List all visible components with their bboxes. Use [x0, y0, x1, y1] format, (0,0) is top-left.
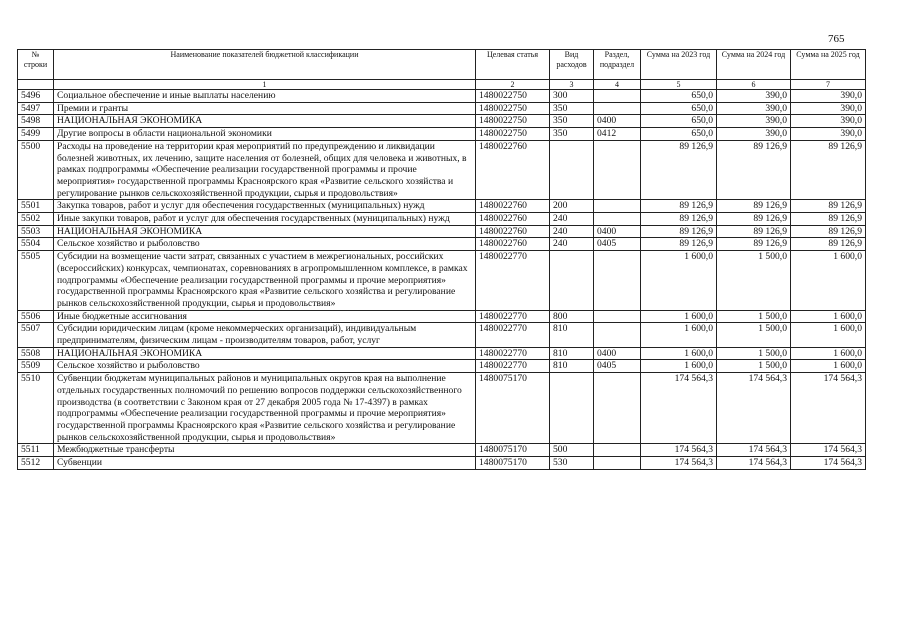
column-index-row: [18, 80, 866, 90]
column-index: 3: [550, 80, 594, 90]
row-expense-type: 240: [550, 238, 594, 251]
row-number: 5496: [18, 90, 54, 103]
row-sum-2025: 89 126,9: [791, 213, 866, 226]
row-target-article: 1480022770: [476, 360, 550, 373]
header-section: Раздел, подраздел: [594, 50, 641, 80]
row-sum-2024: 1 500,0: [717, 347, 791, 360]
row-number: 5506: [18, 310, 54, 323]
row-sum-2023: 89 126,9: [641, 225, 717, 238]
table-row: [18, 90, 866, 103]
row-section: 0405: [594, 238, 641, 251]
page-number: 765: [828, 33, 845, 45]
row-section: 0400: [594, 115, 641, 128]
row-sum-2023: 1 600,0: [641, 251, 717, 311]
column-index: 6: [717, 80, 791, 90]
header-name: Наименование показателей бюджетной классификации: [54, 50, 476, 80]
row-sum-2025: 89 126,9: [791, 225, 866, 238]
column-index: 5: [641, 80, 717, 90]
table-row: [18, 128, 866, 141]
row-target-article: 1480075170: [476, 444, 550, 457]
table-row: [18, 444, 866, 457]
row-expense-type: 240: [550, 225, 594, 238]
row-section: [594, 140, 641, 200]
table-row: [18, 238, 866, 251]
row-number: 5497: [18, 102, 54, 115]
table-row: [18, 360, 866, 373]
row-number: 5509: [18, 360, 54, 373]
row-expense-type: 350: [550, 115, 594, 128]
row-sum-2024: 390,0: [717, 90, 791, 103]
budget-table: [17, 49, 866, 470]
row-target-article: 1480022770: [476, 347, 550, 360]
row-sum-2025: 390,0: [791, 115, 866, 128]
row-number: 5512: [18, 457, 54, 470]
row-target-article: 1480022760: [476, 200, 550, 213]
row-sum-2023: 174 564,3: [641, 444, 717, 457]
row-sum-2025: 1 600,0: [791, 310, 866, 323]
row-name: Закупка товаров, работ и услуг для обеспечения государственных (муниципальных) нужд: [54, 200, 476, 213]
row-sum-2025: 390,0: [791, 128, 866, 141]
row-sum-2025: 1 600,0: [791, 360, 866, 373]
table-row: [18, 347, 866, 360]
row-name: Другие вопросы в области национальной экономики: [54, 128, 476, 141]
row-sum-2023: 650,0: [641, 102, 717, 115]
row-target-article: 1480022750: [476, 102, 550, 115]
row-sum-2023: 1 600,0: [641, 323, 717, 347]
row-sum-2023: 89 126,9: [641, 200, 717, 213]
row-target-article: 1480075170: [476, 373, 550, 444]
row-target-article: 1480022760: [476, 225, 550, 238]
row-expense-type: 240: [550, 213, 594, 226]
row-name: Социальное обеспечение и иные выплаты населению: [54, 90, 476, 103]
row-expense-type: 810: [550, 360, 594, 373]
row-section: [594, 90, 641, 103]
row-section: 0400: [594, 347, 641, 360]
row-sum-2024: 1 500,0: [717, 323, 791, 347]
row-sum-2024: 89 126,9: [717, 238, 791, 251]
header-target-article: Целевая статья: [476, 50, 550, 80]
row-sum-2024: 174 564,3: [717, 444, 791, 457]
row-sum-2024: 89 126,9: [717, 213, 791, 226]
row-sum-2023: 89 126,9: [641, 238, 717, 251]
row-sum-2024: 174 564,3: [717, 457, 791, 470]
table-row: [18, 102, 866, 115]
row-expense-type: 810: [550, 347, 594, 360]
row-section: [594, 323, 641, 347]
row-sum-2024: 1 500,0: [717, 360, 791, 373]
row-sum-2023: 89 126,9: [641, 213, 717, 226]
row-sum-2025: 174 564,3: [791, 373, 866, 444]
row-number: 5499: [18, 128, 54, 141]
row-expense-type: [550, 373, 594, 444]
row-section: [594, 444, 641, 457]
row-sum-2023: 1 600,0: [641, 347, 717, 360]
table-row: [18, 373, 866, 444]
row-sum-2024: 390,0: [717, 128, 791, 141]
row-sum-2025: 1 600,0: [791, 323, 866, 347]
row-section: [594, 251, 641, 311]
row-number: 5498: [18, 115, 54, 128]
table-row: [18, 251, 866, 311]
row-sum-2025: 1 600,0: [791, 251, 866, 311]
row-sum-2025: 89 126,9: [791, 238, 866, 251]
table-header-row: [18, 50, 866, 80]
row-name: Сельское хозяйство и рыболовство: [54, 238, 476, 251]
row-name: Иные закупки товаров, работ и услуг для обеспечения государственных (муниципальных) нужд: [54, 213, 476, 226]
table-row: [18, 323, 866, 347]
row-target-article: 1480022760: [476, 140, 550, 200]
row-sum-2024: 1 500,0: [717, 310, 791, 323]
row-sum-2023: 174 564,3: [641, 457, 717, 470]
row-name: Межбюджетные трансферты: [54, 444, 476, 457]
row-target-article: 1480022750: [476, 115, 550, 128]
table-row: [18, 225, 866, 238]
row-section: [594, 373, 641, 444]
column-index: 1: [54, 80, 476, 90]
row-sum-2024: 89 126,9: [717, 140, 791, 200]
row-sum-2025: 174 564,3: [791, 444, 866, 457]
column-index: 4: [594, 80, 641, 90]
row-expense-type: 350: [550, 102, 594, 115]
row-target-article: 1480022750: [476, 128, 550, 141]
row-target-article: 1480075170: [476, 457, 550, 470]
row-sum-2024: 390,0: [717, 115, 791, 128]
column-index: 7: [791, 80, 866, 90]
row-number: 5504: [18, 238, 54, 251]
row-target-article: 1480022750: [476, 90, 550, 103]
row-sum-2025: 89 126,9: [791, 140, 866, 200]
table-row: [18, 200, 866, 213]
table-body: [18, 90, 866, 470]
row-sum-2025: 89 126,9: [791, 200, 866, 213]
row-expense-type: 530: [550, 457, 594, 470]
row-number: 5505: [18, 251, 54, 311]
row-target-article: 1480022770: [476, 310, 550, 323]
row-name: Субвенции бюджетам муниципальных районов и муниципальных округов края на выполнение отдельных государственных полномочий по решению вопросов поддержки сельскохозяйственного производства (в соответствии с Законом края от 27 декабря 2005 года № 17-4397) в рамках подпрограммы «Обеспечение реализации государственной программы и прочие мероприятия» государственной программы Красноярского края «Развитие сельского хозяйства и регулирование рынков сельскохозяйственной продукции, сырья и продовольствия»: [54, 373, 476, 444]
row-expense-type: [550, 251, 594, 311]
header-row-number: № строки: [18, 50, 54, 80]
header-sum-2023: Сумма на 2023 год: [641, 50, 717, 80]
row-name: Субсидии на возмещение части затрат, связанных с участием в межрегиональных, российских (всероссийских) конкурсах, чемпионатах, соревнованиях в агропромышленном комплексе, в рамках подпрограммы «Обеспечение реализации государственной программы и прочие мероприятия» государственной программы Красноярского края «Развитие сельского хозяйства и регулирование рынков сельскохозяйственной продукции, сырья и продовольствия»: [54, 251, 476, 311]
column-index: 2: [476, 80, 550, 90]
row-number: 5501: [18, 200, 54, 213]
row-name: Премии и гранты: [54, 102, 476, 115]
row-target-article: 1480022760: [476, 213, 550, 226]
row-expense-type: 300: [550, 90, 594, 103]
row-section: [594, 200, 641, 213]
row-section: 0400: [594, 225, 641, 238]
table-row: [18, 310, 866, 323]
row-sum-2025: 174 564,3: [791, 457, 866, 470]
row-section: 0412: [594, 128, 641, 141]
row-number: 5507: [18, 323, 54, 347]
row-sum-2024: 89 126,9: [717, 225, 791, 238]
row-sum-2024: 390,0: [717, 102, 791, 115]
row-number: 5500: [18, 140, 54, 200]
column-index: [18, 80, 54, 90]
row-expense-type: 500: [550, 444, 594, 457]
row-sum-2023: 1 600,0: [641, 310, 717, 323]
row-expense-type: 350: [550, 128, 594, 141]
row-expense-type: 810: [550, 323, 594, 347]
row-section: [594, 457, 641, 470]
table-row: [18, 115, 866, 128]
row-name: Расходы на проведение на территории края мероприятий по предупреждению и ликвидации болезней животных, их лечению, защите населения от болезней, общих для человека и животных, в рамках подпрограммы «Обеспечение реализации государственной программы и прочие мероприятия» государственной программы Красноярского края «Развитие сельского хозяйства и регулирование рынков сельскохозяйственной продукции, сырья и продовольствия»: [54, 140, 476, 200]
row-sum-2023: 1 600,0: [641, 360, 717, 373]
header-expense-type: Вид расходов: [550, 50, 594, 80]
row-target-article: 1480022770: [476, 251, 550, 311]
table-row: [18, 140, 866, 200]
row-name: НАЦИОНАЛЬНАЯ ЭКОНОМИКА: [54, 347, 476, 360]
row-name: Субсидии юридическим лицам (кроме некоммерческих организаций), индивидуальным предпринимателям, физическим лицам - производителям товаров, работ, услуг: [54, 323, 476, 347]
row-number: 5510: [18, 373, 54, 444]
row-target-article: 1480022760: [476, 238, 550, 251]
row-number: 5503: [18, 225, 54, 238]
row-sum-2024: 89 126,9: [717, 200, 791, 213]
header-sum-2024: Сумма на 2024 год: [717, 50, 791, 80]
table-row: [18, 457, 866, 470]
row-section: [594, 213, 641, 226]
row-sum-2023: 650,0: [641, 90, 717, 103]
row-sum-2025: 390,0: [791, 90, 866, 103]
row-target-article: 1480022770: [476, 323, 550, 347]
row-expense-type: [550, 140, 594, 200]
row-sum-2023: 89 126,9: [641, 140, 717, 200]
row-section: [594, 310, 641, 323]
row-sum-2024: 174 564,3: [717, 373, 791, 444]
row-name: Субвенции: [54, 457, 476, 470]
row-sum-2023: 174 564,3: [641, 373, 717, 444]
row-section: 0405: [594, 360, 641, 373]
row-sum-2025: 390,0: [791, 102, 866, 115]
row-name: НАЦИОНАЛЬНАЯ ЭКОНОМИКА: [54, 115, 476, 128]
row-sum-2023: 650,0: [641, 115, 717, 128]
row-name: Сельское хозяйство и рыболовство: [54, 360, 476, 373]
row-number: 5511: [18, 444, 54, 457]
row-name: Иные бюджетные ассигнования: [54, 310, 476, 323]
row-sum-2023: 650,0: [641, 128, 717, 141]
row-name: НАЦИОНАЛЬНАЯ ЭКОНОМИКА: [54, 225, 476, 238]
row-sum-2024: 1 500,0: [717, 251, 791, 311]
row-sum-2025: 1 600,0: [791, 347, 866, 360]
row-expense-type: 200: [550, 200, 594, 213]
header-sum-2025: Сумма на 2025 год: [791, 50, 866, 80]
row-number: 5502: [18, 213, 54, 226]
row-section: [594, 102, 641, 115]
row-expense-type: 800: [550, 310, 594, 323]
table-row: [18, 213, 866, 226]
row-number: 5508: [18, 347, 54, 360]
